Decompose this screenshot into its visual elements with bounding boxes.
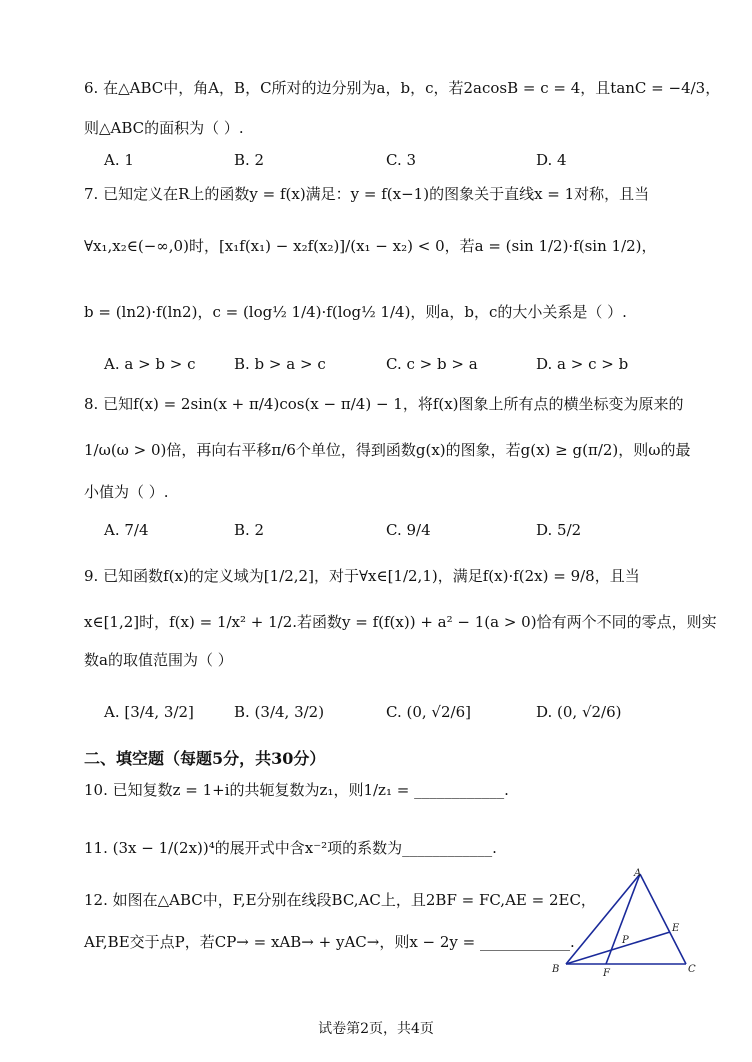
q7-option-d: D. a > c > b: [536, 355, 629, 373]
q7-option-b: B. b > a > c: [234, 355, 326, 373]
label-p: P: [622, 935, 629, 946]
q6-option-c: C. 3: [386, 151, 417, 169]
q12-line-1: 12. 如图在△ABC中，F,E分别在线段BC,AC上，且2BF = FC,AE = 2EC，: [84, 891, 596, 909]
q8-line-1: 8. 已知f(x) = 2sin(x + π/4)cos(x − π/4) − 1，将f(x)图象上所有点的横坐标变为原来的: [84, 395, 684, 413]
q8-option-d: D. 5/2: [536, 521, 582, 539]
label-f: F: [603, 968, 610, 978]
q8-option-b: B. 2: [234, 521, 265, 539]
label-a: A: [634, 868, 642, 879]
label-e: E: [672, 923, 680, 934]
q6-line-2: 则△ABC的面积为（ ）.: [84, 119, 244, 137]
side-ab: [566, 874, 640, 964]
q7-line-3: b = (ln2)·f(ln2)，c = (log½ 1/4)·f(log½ 1/4)，则a，b，c的大小关系是（ ）.: [84, 303, 627, 321]
label-c: C: [688, 964, 696, 975]
segment-be: [566, 932, 670, 964]
q8-line-2: 1/ω(ω > 0)倍，再向右平移π/6个单位，得到函数g(x)的图象，若g(x) ≥ g(π/2)，则ω的最: [84, 441, 691, 459]
q9-line-1: 9. 已知函数f(x)的定义域为[1/2,2]，对于∀x∈[1/2,1)，满足f(x)·f(2x) = 9/8，且当: [84, 567, 640, 585]
q8-option-a: A. 7/4: [104, 521, 149, 539]
q6-option-d: D. 4: [536, 151, 567, 169]
q12-line-2: AF,BE交于点P，若CP→ = xAB→ + yAC→，则x − 2y = ____________.: [84, 933, 575, 951]
section-title: 二、填空题（每题5分，共30分）: [84, 749, 326, 768]
q7-line-2: ∀x₁,x₂∈(−∞,0)时，[x₁f(x₁) − x₂f(x₂)]/(x₁ − x₂) < 0，若a = (sin 1/2)·f(sin 1/2)，: [84, 237, 657, 255]
q6-option-b: B. 2: [234, 151, 265, 169]
q9-line-2: x∈[1,2]时，f(x) = 1/x² + 1/2.若函数y = f(f(x)) + a² − 1(a > 0)恰有两个不同的零点，则实: [84, 613, 717, 631]
q8-option-c: C. 9/4: [386, 521, 431, 539]
label-b: B: [552, 964, 560, 975]
q7-option-c: C. c > b > a: [386, 355, 478, 373]
q7-line-1: 7. 已知定义在R上的函数y = f(x)满足：y = f(x−1)的图象关于直线x = 1对称，且当: [84, 185, 650, 203]
q6-option-a: A. 1: [104, 151, 134, 169]
q9-option-b: B. (3/4, 3/2): [234, 703, 325, 721]
q7-option-a: A. a > b > c: [104, 355, 196, 373]
q11-line: 11. (3x − 1/(2x))⁴的展开式中含x⁻²项的系数为____________.: [84, 839, 497, 857]
q10-line: 10. 已知复数z = 1+i的共轭复数为z₁，则1/z₁ = ____________.: [84, 781, 509, 799]
q8-line-3: 小值为（ ）.: [84, 483, 169, 501]
q9-option-c: C. (0, √2/6]: [386, 703, 471, 721]
q9-option-a: A. [3/4, 3/2]: [104, 703, 194, 721]
q6-line-1: 6. 在△ABC中，角A，B，C所对的边分别为a，b，c，若2acosB = c = 4，且tanC = −4/3，: [84, 79, 721, 97]
triangle-figure: [548, 868, 698, 978]
q9-option-d: D. (0, √2/6): [536, 703, 622, 721]
side-ac: [640, 874, 686, 964]
page-footer: 试卷第2页，共4页: [318, 1021, 434, 1037]
q9-line-3: 数a的取值范围为（ ）: [84, 651, 233, 669]
